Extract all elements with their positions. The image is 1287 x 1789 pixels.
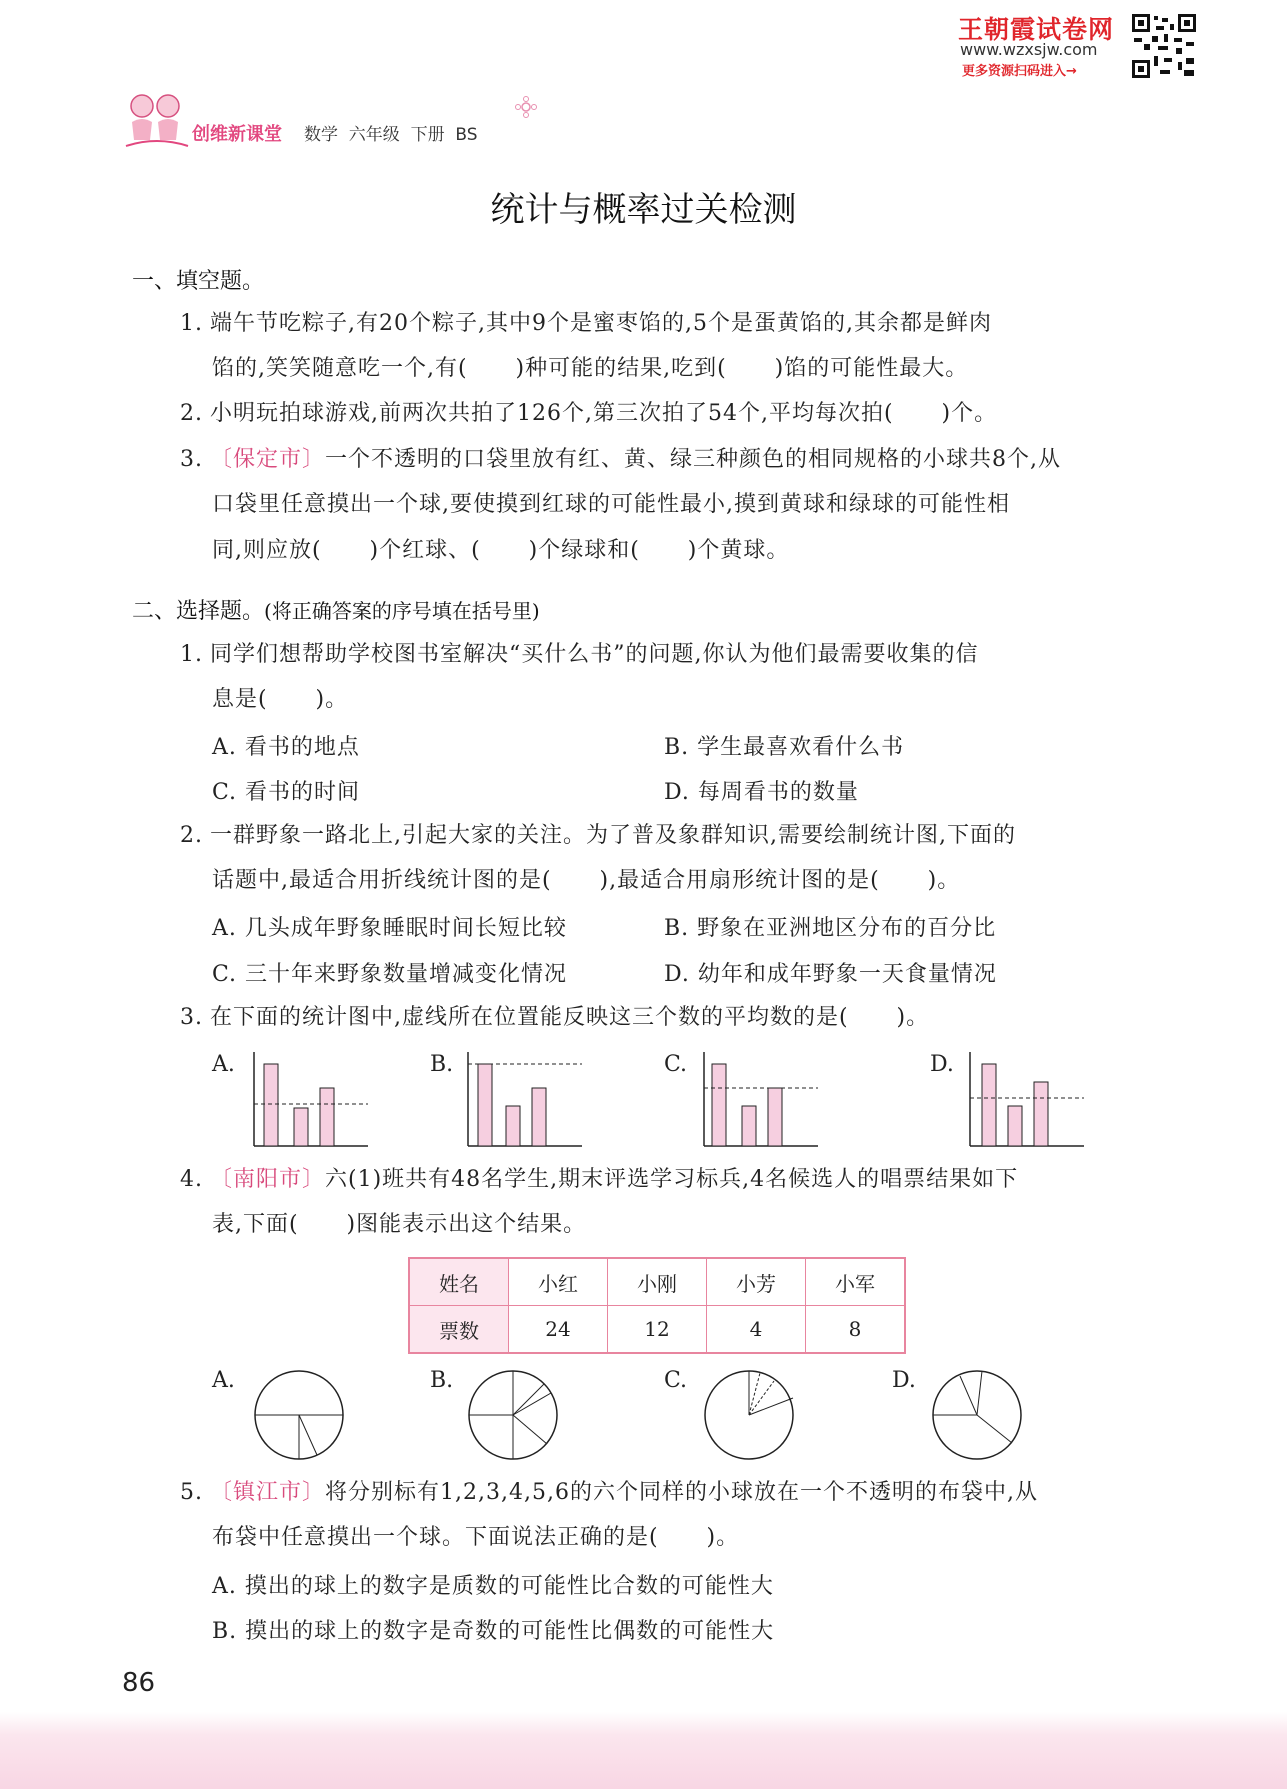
table-cell: 8 xyxy=(806,1306,906,1354)
question-number: 5. xyxy=(180,1480,203,1505)
pie-divider xyxy=(977,1415,1012,1443)
table-cell: 小红 xyxy=(509,1258,608,1306)
s1-q1-line2: 馅的,笑笑随意吃一个,有( )种可能的结果,吃到( )馅的可能性最大。 xyxy=(212,356,969,381)
chart-option-b-label: B. xyxy=(430,1052,454,1077)
s1-q3-line2: 口袋里任意摸出一个球,要使摸到红球的可能性最小,摸到黄球和绿球的可能性相 xyxy=(212,492,1010,517)
question-number: 2. xyxy=(180,401,203,426)
option-d: D. 每周看书的数量 xyxy=(664,780,859,805)
option-a: A. 摸出的球上的数字是质数的可能性比合数的可能性大 xyxy=(212,1574,774,1599)
pie-chart-d xyxy=(930,1368,1024,1462)
table-cell: 小军 xyxy=(806,1258,906,1306)
page-title: 统计与概率过关检测 xyxy=(490,190,797,230)
pie-divider xyxy=(513,1415,547,1444)
chart-option-a-label: A. xyxy=(212,1052,235,1077)
s2-q1-line1 xyxy=(180,640,979,670)
question-text: 小明玩拍球游戏,前两次共拍了126个,第三次拍了54个,平均每次拍( )个。 xyxy=(210,401,998,426)
votes-table xyxy=(408,1257,906,1354)
region-tag: 〔保定市〕 xyxy=(210,447,326,472)
chart-option-c-label: C. xyxy=(664,1052,688,1077)
qr-code-icon[interactable] xyxy=(1130,12,1198,80)
question-text: 六(1)班共有48名学生,期末评选学习标兵,4名候选人的唱票结果如下 xyxy=(325,1167,1019,1192)
brand-url: www.wzxsjw.com xyxy=(960,40,1098,59)
option-b: B. 学生最喜欢看什么书 xyxy=(664,735,905,760)
footer-band xyxy=(0,1712,1287,1789)
bar xyxy=(1008,1106,1022,1146)
question-text: 一个不透明的口袋里放有红、黄、绿三种颜色的相同规格的小球共8个,从 xyxy=(325,447,1062,472)
chart-option-d-label: D. xyxy=(930,1052,954,1077)
s2-q5-line1 xyxy=(180,1478,1038,1508)
pie-chart-b xyxy=(466,1368,560,1462)
pie-option-a-label: A. xyxy=(212,1368,235,1393)
bar xyxy=(712,1064,726,1146)
pie-option-d-label: D. xyxy=(892,1368,916,1393)
option-b: B. 摸出的球上的数字是奇数的可能性比偶数的可能性大 xyxy=(212,1619,775,1644)
option-a: A. 几头成年野象睡眠时间长短比较 xyxy=(212,916,567,941)
bar xyxy=(1034,1082,1048,1146)
pie-option-b-label: B. xyxy=(430,1368,454,1393)
bar-chart-b xyxy=(464,1050,584,1148)
table-row xyxy=(409,1306,905,1354)
pie-divider xyxy=(977,1371,982,1415)
bar-chart-d xyxy=(966,1050,1086,1148)
brand-logo: 王朝霞试卷网 xyxy=(958,15,1115,44)
question-number: 3. xyxy=(180,1005,203,1030)
table-cell: 姓名 xyxy=(409,1258,509,1306)
bar xyxy=(320,1088,334,1146)
section1-heading: 一、填空题。 xyxy=(132,269,265,294)
pie-chart-a xyxy=(252,1368,346,1462)
question-number: 1. xyxy=(180,642,203,667)
bar xyxy=(264,1064,278,1146)
question-number: 2. xyxy=(180,823,203,848)
table-cell: 小刚 xyxy=(608,1258,707,1306)
s2-q2-line2: 话题中,最适合用折线统计图的是( ),最适合用扇形统计图的是( )。 xyxy=(212,868,961,893)
table-cell: 12 xyxy=(608,1306,707,1354)
option-c: C. 看书的时间 xyxy=(212,780,361,805)
question-number: 3. xyxy=(180,447,203,472)
pie-divider xyxy=(960,1376,977,1415)
mascot-kids-icon xyxy=(122,88,192,154)
section2-heading xyxy=(132,594,540,625)
s1-q2-line1 xyxy=(180,399,997,429)
s2-q1-line2: 息是( )。 xyxy=(212,687,349,712)
bar xyxy=(982,1064,996,1146)
bar-chart-c xyxy=(700,1050,820,1148)
s2-q5-line2: 布袋中任意摸出一个球。下面说法正确的是( )。 xyxy=(212,1525,740,1550)
flower-icon xyxy=(514,95,538,119)
s2-q2-line1 xyxy=(180,821,1016,851)
table-cell: 4 xyxy=(707,1306,806,1354)
page-number: 86 xyxy=(122,1668,156,1698)
s2-q4-line2: 表,下面( )图能表示出这个结果。 xyxy=(212,1212,587,1237)
pie-divider xyxy=(299,1415,317,1455)
table-cell: 24 xyxy=(509,1306,608,1354)
question-text: 同学们想帮助学校图书室解决“买什么书”的问题,你认为他们最需要收集的信 xyxy=(210,642,979,667)
pie-divider xyxy=(749,1373,760,1415)
s1-q3-line1 xyxy=(180,445,1061,475)
section2-title: 二、选择题。 xyxy=(132,599,265,624)
question-text: 在下面的统计图中,虚线所在位置能反映这三个数的平均数的是( )。 xyxy=(210,1005,930,1030)
bar xyxy=(506,1106,520,1146)
table-row xyxy=(409,1258,905,1306)
s1-q1-line1 xyxy=(180,309,992,339)
question-text: 端午节吃粽子,有20个粽子,其中9个是蜜枣馅的,5个是蛋黄馅的,其余都是鲜肉 xyxy=(210,311,992,336)
bar xyxy=(768,1088,782,1146)
s1-q3-line3: 同,则应放( )个红球、( )个绿球和( )个黄球。 xyxy=(212,538,790,563)
table-cell: 小芳 xyxy=(707,1258,806,1306)
option-b: B. 野象在亚洲地区分布的百分比 xyxy=(664,916,997,941)
table-cell: 票数 xyxy=(409,1306,509,1354)
section2-note: (将正确答案的序号填在括号里) xyxy=(264,599,540,623)
bar-chart-a xyxy=(250,1050,370,1148)
bar xyxy=(294,1108,308,1146)
region-tag: 〔南阳市〕 xyxy=(210,1167,326,1192)
question-number: 4. xyxy=(180,1167,203,1192)
brand-tip: 更多资源扫码进入→ xyxy=(962,64,1077,79)
region-tag: 〔镇江市〕 xyxy=(210,1480,326,1505)
question-text: 将分别标有1,2,3,4,5,6的六个同样的小球放在一个不透明的布袋中,从 xyxy=(325,1480,1038,1505)
option-d: D. 幼年和成年野象一天食量情况 xyxy=(664,962,997,987)
pie-option-c-label: C. xyxy=(664,1368,688,1393)
option-c: C. 三十年来野象数量增减变化情况 xyxy=(212,962,568,987)
pie-chart-c xyxy=(702,1368,796,1462)
subject-line: 数学 六年级 下册 BS xyxy=(304,125,478,145)
series-name: 创维新课堂 xyxy=(192,124,282,145)
bar xyxy=(478,1064,492,1146)
bar xyxy=(742,1106,756,1146)
s2-q3-line1 xyxy=(180,1003,929,1033)
question-text: 一群野象一路北上,引起大家的关注。为了普及象群知识,需要绘制统计图,下面的 xyxy=(210,823,1016,848)
s2-q4-line1 xyxy=(180,1165,1018,1195)
question-number: 1. xyxy=(180,311,203,336)
option-a: A. 看书的地点 xyxy=(212,735,360,760)
bar xyxy=(532,1088,546,1146)
